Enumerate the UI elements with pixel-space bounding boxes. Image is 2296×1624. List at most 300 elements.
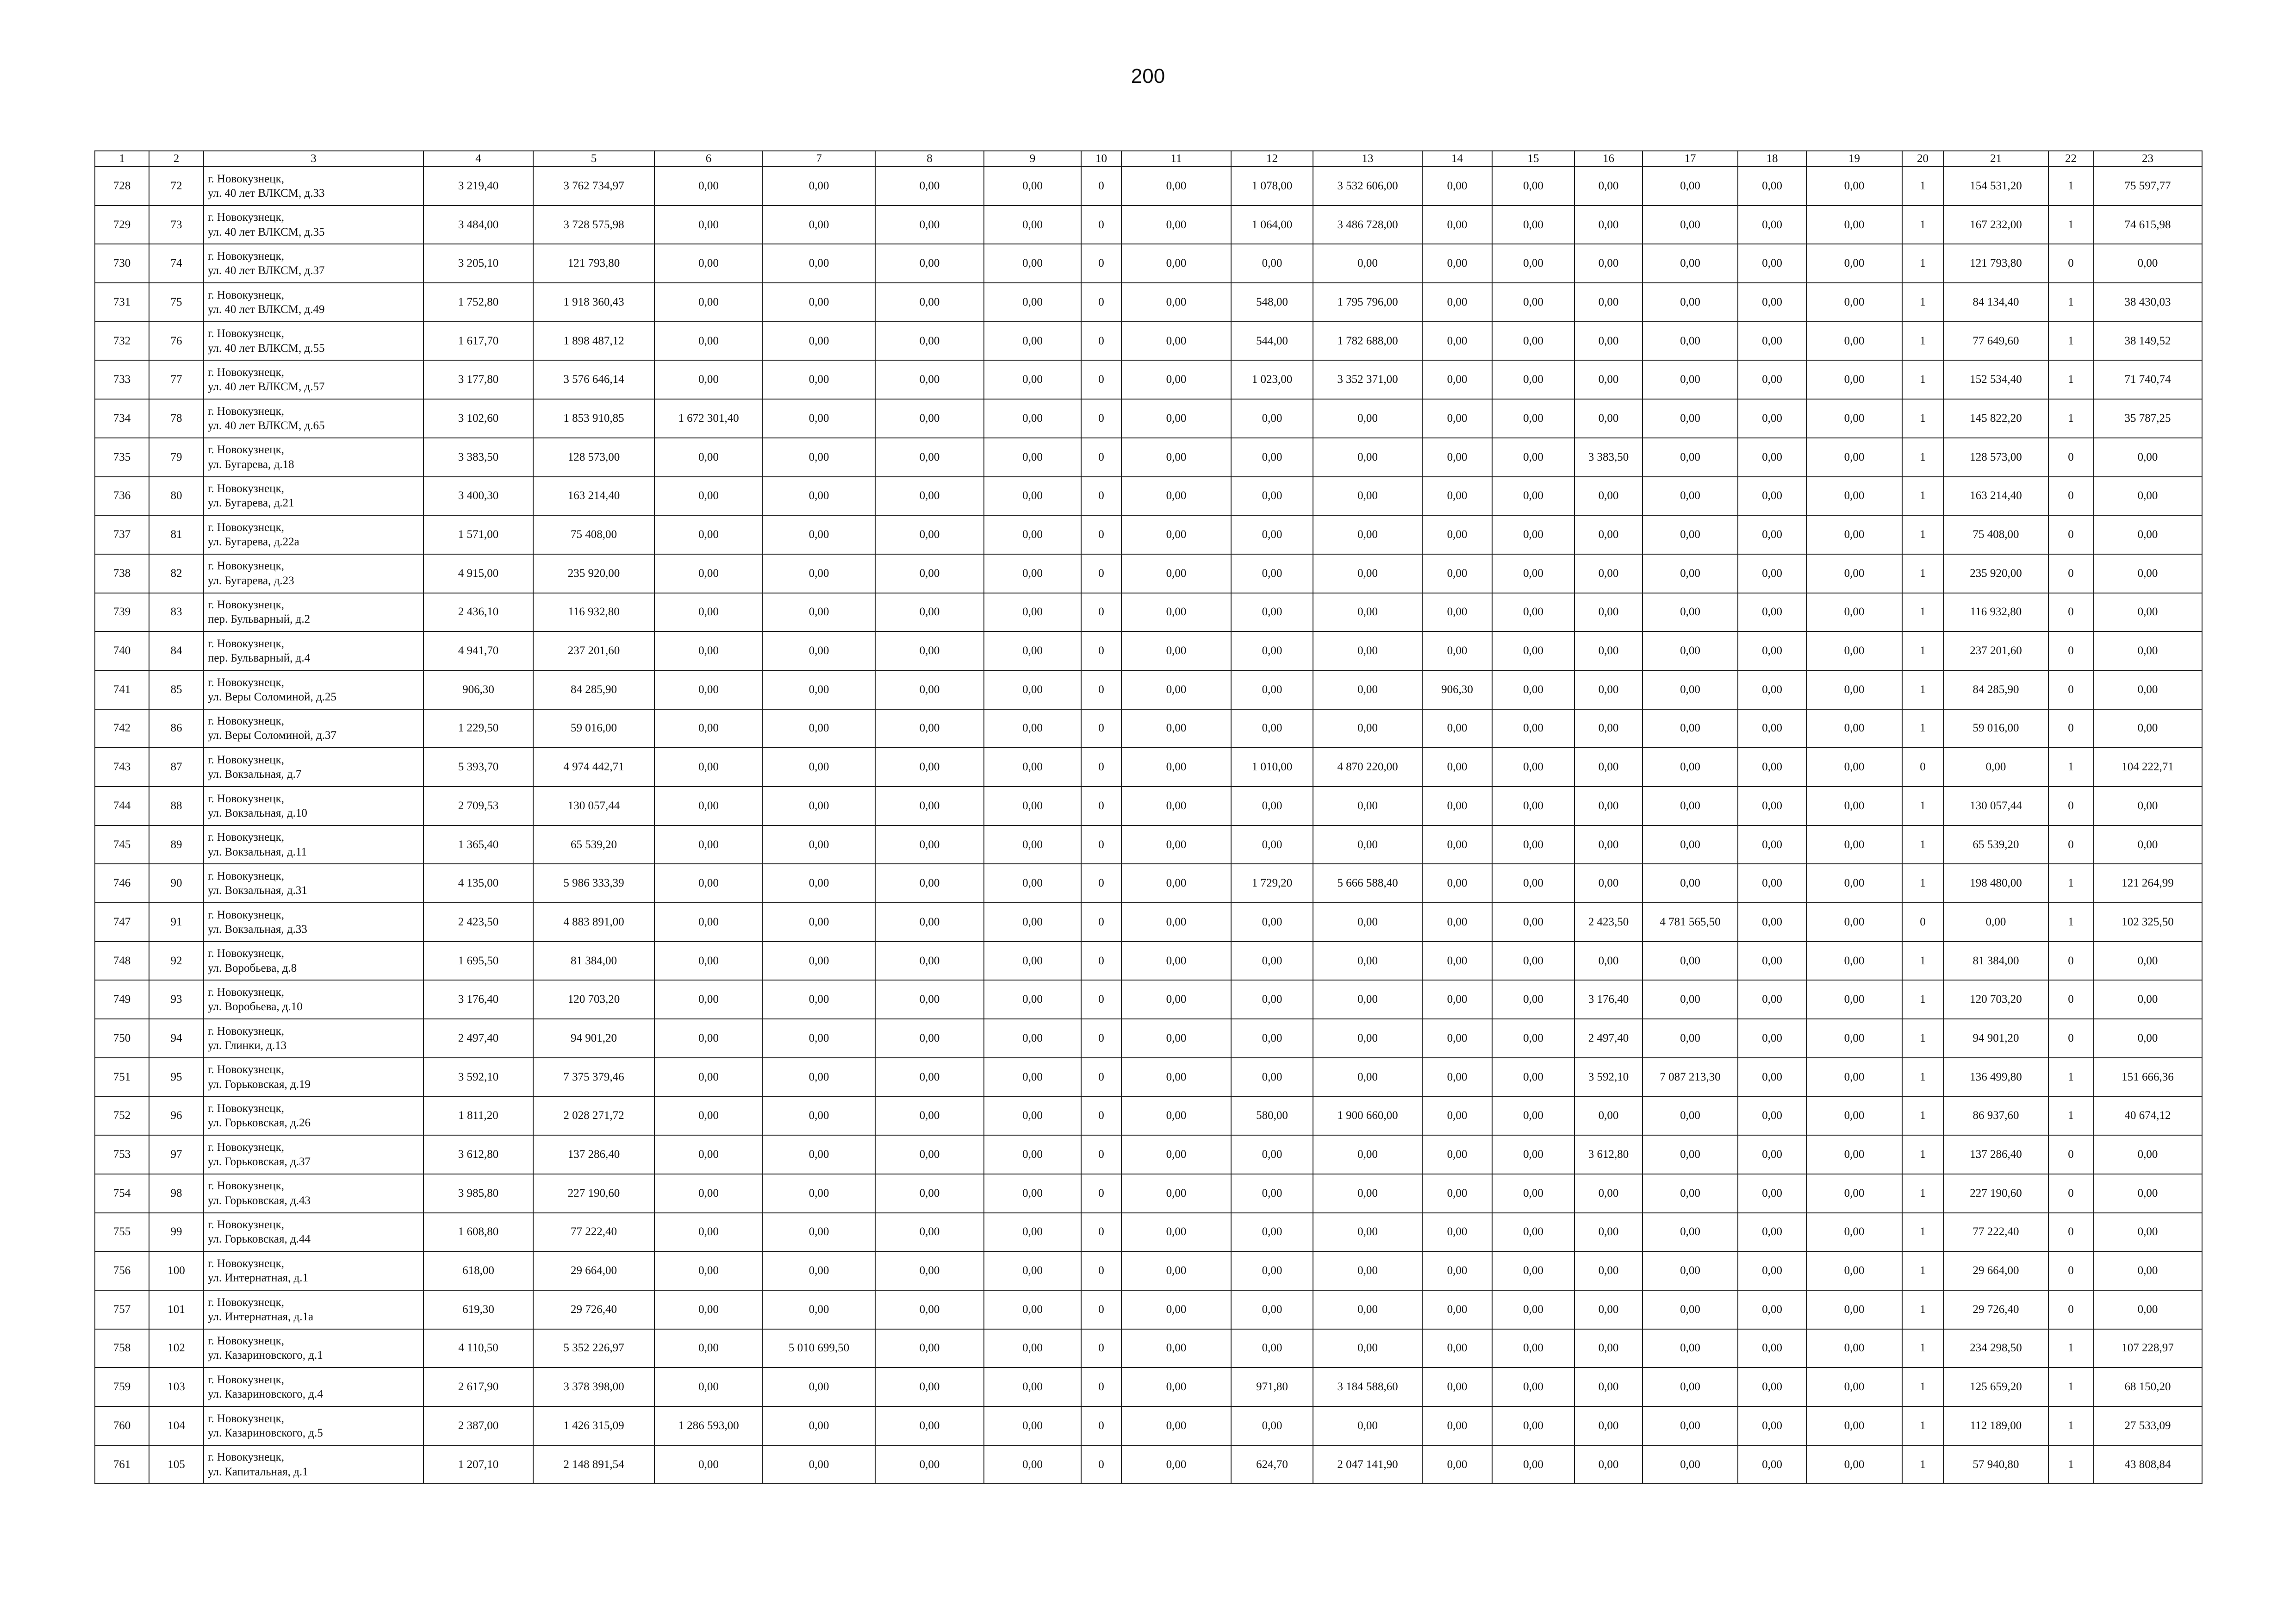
value-cell-col-23: 107 228,97 [2093, 1329, 2202, 1368]
address-cell [204, 1290, 423, 1329]
value-cell-col-16: 0,00 [1574, 1097, 1643, 1136]
value-cell-col-4: 1 207,10 [423, 1445, 533, 1484]
value-cell-col-20: 1 [1902, 554, 1943, 593]
value-cell-col-13: 0,00 [1313, 1135, 1422, 1174]
row-number-cell: 738 [95, 554, 149, 593]
value-cell-col-13: 0,00 [1313, 980, 1422, 1019]
column-header-17: 17 [1643, 151, 1738, 167]
value-cell-col-16: 3 383,50 [1574, 438, 1643, 477]
value-cell-col-11: 0,00 [1121, 670, 1231, 709]
row-number-cell: 756 [95, 1251, 149, 1290]
address-street: ул. Вокзальная, д.33 [208, 923, 307, 936]
value-cell-col-15: 0,00 [1492, 244, 1574, 283]
item-number-cell: 96 [149, 1097, 204, 1136]
address-street: ул. Вокзальная, д.11 [208, 845, 307, 858]
value-cell-col-19: 0,00 [1806, 942, 1902, 981]
value-cell-col-20: 1 [1902, 1368, 1943, 1406]
value-cell-col-13: 0,00 [1313, 670, 1422, 709]
address-city: г. Новокузнецк, [208, 560, 285, 573]
value-cell-col-5: 5 986 333,39 [533, 864, 654, 903]
value-cell-col-10: 0 [1081, 1368, 1121, 1406]
value-cell-col-8: 0,00 [875, 1097, 984, 1136]
row-number-cell: 751 [95, 1058, 149, 1097]
value-cell-col-9: 0,00 [984, 1251, 1081, 1290]
value-cell-col-5: 1 918 360,43 [533, 283, 654, 322]
column-header-4: 4 [423, 151, 533, 167]
address-city: г. Новокузнецк, [208, 1257, 285, 1270]
value-cell-col-20: 1 [1902, 244, 1943, 283]
value-cell-col-12: 0,00 [1231, 631, 1313, 670]
value-cell-col-17: 0,00 [1643, 787, 1738, 825]
value-cell-col-10: 0 [1081, 1019, 1121, 1058]
value-cell-col-20: 1 [1902, 360, 1943, 399]
table-row [95, 244, 2202, 283]
column-header-7: 7 [763, 151, 875, 167]
value-cell-col-21: 86 937,60 [1943, 1097, 2048, 1136]
value-cell-col-16: 0,00 [1574, 1329, 1643, 1368]
value-cell-col-12: 0,00 [1231, 1329, 1313, 1368]
value-cell-col-23: 0,00 [2093, 980, 2202, 1019]
value-cell-col-23: 0,00 [2093, 1019, 2202, 1058]
value-cell-col-17: 0,00 [1643, 1329, 1738, 1368]
value-cell-col-19: 0,00 [1806, 244, 1902, 283]
value-cell-col-4: 3 219,40 [423, 167, 533, 206]
value-cell-col-11: 0,00 [1121, 1058, 1231, 1097]
value-cell-col-7: 0,00 [763, 360, 875, 399]
value-cell-col-6: 0,00 [654, 1213, 763, 1252]
value-cell-col-6: 0,00 [654, 1251, 763, 1290]
value-cell-col-22: 0 [2048, 554, 2093, 593]
value-cell-col-16: 0,00 [1574, 1406, 1643, 1445]
value-cell-col-15: 0,00 [1492, 1019, 1574, 1058]
value-cell-col-17: 0,00 [1643, 1290, 1738, 1329]
address-city: г. Новокузнецк, [208, 753, 285, 766]
value-cell-col-6: 0,00 [654, 631, 763, 670]
value-cell-col-23: 151 666,36 [2093, 1058, 2202, 1097]
row-number-cell: 758 [95, 1329, 149, 1368]
value-cell-col-16: 0,00 [1574, 1290, 1643, 1329]
value-cell-col-16: 0,00 [1574, 709, 1643, 748]
value-cell-col-18: 0,00 [1738, 903, 1806, 942]
address-city: г. Новокузнецк, [208, 327, 285, 340]
row-number-cell: 750 [95, 1019, 149, 1058]
value-cell-col-5: 29 726,40 [533, 1290, 654, 1329]
value-cell-col-15: 0,00 [1492, 438, 1574, 477]
value-cell-col-11: 0,00 [1121, 748, 1231, 787]
value-cell-col-21: 198 480,00 [1943, 864, 2048, 903]
value-cell-col-11: 0,00 [1121, 1406, 1231, 1445]
value-cell-col-14: 0,00 [1422, 1445, 1492, 1484]
value-cell-col-23: 102 325,50 [2093, 903, 2202, 942]
row-number-cell: 740 [95, 631, 149, 670]
value-cell-col-14: 0,00 [1422, 244, 1492, 283]
value-cell-col-6: 0,00 [654, 167, 763, 206]
value-cell-col-4: 3 592,10 [423, 1058, 533, 1097]
value-cell-col-6: 0,00 [654, 825, 763, 864]
value-cell-col-16: 0,00 [1574, 631, 1643, 670]
value-cell-col-13: 0,00 [1313, 1058, 1422, 1097]
value-cell-col-18: 0,00 [1738, 1445, 1806, 1484]
value-cell-col-13: 0,00 [1313, 631, 1422, 670]
value-cell-col-13: 3 184 588,60 [1313, 1368, 1422, 1406]
value-cell-col-8: 0,00 [875, 980, 984, 1019]
address-street: пер. Бульварный, д.2 [208, 613, 311, 626]
value-cell-col-22: 1 [2048, 864, 2093, 903]
value-cell-col-10: 0 [1081, 477, 1121, 516]
column-header-3: 3 [204, 151, 423, 167]
value-cell-col-16: 0,00 [1574, 477, 1643, 516]
value-cell-col-20: 1 [1902, 864, 1943, 903]
value-cell-col-6: 0,00 [654, 206, 763, 244]
value-cell-col-13: 0,00 [1313, 942, 1422, 981]
value-cell-col-5: 65 539,20 [533, 825, 654, 864]
value-cell-col-22: 0 [2048, 942, 2093, 981]
value-cell-col-17: 0,00 [1643, 1213, 1738, 1252]
value-cell-col-6: 0,00 [654, 1019, 763, 1058]
value-cell-col-21: 235 920,00 [1943, 554, 2048, 593]
value-cell-col-15: 0,00 [1492, 1135, 1574, 1174]
address-street: ул. Капитальная, д.1 [208, 1465, 308, 1478]
value-cell-col-22: 0 [2048, 515, 2093, 554]
value-cell-col-10: 0 [1081, 1213, 1121, 1252]
value-cell-col-15: 0,00 [1492, 1058, 1574, 1097]
value-cell-col-12: 0,00 [1231, 593, 1313, 632]
value-cell-col-17: 0,00 [1643, 167, 1738, 206]
value-cell-col-5: 5 352 226,97 [533, 1329, 654, 1368]
row-number-cell: 759 [95, 1368, 149, 1406]
value-cell-col-17: 0,00 [1643, 438, 1738, 477]
value-cell-col-11: 0,00 [1121, 942, 1231, 981]
value-cell-col-18: 0,00 [1738, 206, 1806, 244]
value-cell-col-8: 0,00 [875, 360, 984, 399]
value-cell-col-17: 0,00 [1643, 477, 1738, 516]
value-cell-col-8: 0,00 [875, 1445, 984, 1484]
address-city: г. Новокузнецк, [208, 1296, 285, 1309]
value-cell-col-9: 0,00 [984, 942, 1081, 981]
value-cell-col-16: 0,00 [1574, 1251, 1643, 1290]
value-cell-col-22: 0 [2048, 477, 2093, 516]
value-cell-col-18: 0,00 [1738, 1135, 1806, 1174]
address-cell [204, 593, 423, 632]
value-cell-col-9: 0,00 [984, 1406, 1081, 1445]
address-street: ул. Горьковская, д.19 [208, 1078, 311, 1091]
value-cell-col-16: 0,00 [1574, 1445, 1643, 1484]
value-cell-col-18: 0,00 [1738, 670, 1806, 709]
value-cell-col-19: 0,00 [1806, 1097, 1902, 1136]
value-cell-col-4: 3 205,10 [423, 244, 533, 283]
value-cell-col-22: 0 [2048, 1019, 2093, 1058]
value-cell-col-15: 0,00 [1492, 477, 1574, 516]
value-cell-col-18: 0,00 [1738, 399, 1806, 438]
value-cell-col-12: 0,00 [1231, 1213, 1313, 1252]
value-cell-col-5: 130 057,44 [533, 787, 654, 825]
column-header-21: 21 [1943, 151, 2048, 167]
value-cell-col-9: 0,00 [984, 1174, 1081, 1213]
value-cell-col-18: 0,00 [1738, 942, 1806, 981]
value-cell-col-10: 0 [1081, 1406, 1121, 1445]
value-cell-col-14: 0,00 [1422, 1213, 1492, 1252]
value-cell-col-9: 0,00 [984, 554, 1081, 593]
value-cell-col-4: 1 229,50 [423, 709, 533, 748]
value-cell-col-14: 0,00 [1422, 1329, 1492, 1368]
value-cell-col-20: 1 [1902, 1251, 1943, 1290]
column-header-11: 11 [1121, 151, 1231, 167]
address-cell [204, 980, 423, 1019]
value-cell-col-6: 0,00 [654, 322, 763, 361]
value-cell-col-20: 1 [1902, 167, 1943, 206]
row-number-cell: 732 [95, 322, 149, 361]
value-cell-col-6: 0,00 [654, 748, 763, 787]
value-cell-col-21: 112 189,00 [1943, 1406, 2048, 1445]
value-cell-col-9: 0,00 [984, 1135, 1081, 1174]
value-cell-col-5: 227 190,60 [533, 1174, 654, 1213]
value-cell-col-19: 0,00 [1806, 1368, 1902, 1406]
address-street: ул. Вокзальная, д.10 [208, 806, 307, 819]
address-city: г. Новокузнецк, [208, 986, 285, 999]
table-row [95, 864, 2202, 903]
address-city: г. Новокузнецк, [208, 1102, 285, 1115]
value-cell-col-11: 0,00 [1121, 1213, 1231, 1252]
address-cell [204, 825, 423, 864]
value-cell-col-11: 0,00 [1121, 903, 1231, 942]
item-number-cell: 78 [149, 399, 204, 438]
value-cell-col-22: 0 [2048, 825, 2093, 864]
value-cell-col-14: 0,00 [1422, 322, 1492, 361]
value-cell-col-7: 0,00 [763, 1019, 875, 1058]
value-cell-col-12: 0,00 [1231, 515, 1313, 554]
value-cell-col-4: 2 617,90 [423, 1368, 533, 1406]
table-row [95, 206, 2202, 244]
value-cell-col-7: 0,00 [763, 942, 875, 981]
value-cell-col-5: 2 028 271,72 [533, 1097, 654, 1136]
value-cell-col-6: 0,00 [654, 360, 763, 399]
value-cell-col-18: 0,00 [1738, 1406, 1806, 1445]
row-number-cell: 741 [95, 670, 149, 709]
value-cell-col-13: 3 532 606,00 [1313, 167, 1422, 206]
value-cell-col-20: 1 [1902, 709, 1943, 748]
address-cell [204, 1135, 423, 1174]
value-cell-col-12: 0,00 [1231, 1058, 1313, 1097]
value-cell-col-11: 0,00 [1121, 1097, 1231, 1136]
value-cell-col-15: 0,00 [1492, 942, 1574, 981]
value-cell-col-17: 0,00 [1643, 515, 1738, 554]
value-cell-col-14: 0,00 [1422, 825, 1492, 864]
value-cell-col-9: 0,00 [984, 1368, 1081, 1406]
value-cell-col-4: 1 695,50 [423, 942, 533, 981]
value-cell-col-19: 0,00 [1806, 1406, 1902, 1445]
value-cell-col-22: 1 [2048, 1368, 2093, 1406]
value-cell-col-22: 0 [2048, 1174, 2093, 1213]
value-cell-col-10: 0 [1081, 1251, 1121, 1290]
value-cell-col-6: 0,00 [654, 554, 763, 593]
value-cell-col-5: 163 214,40 [533, 477, 654, 516]
value-cell-col-6: 0,00 [654, 593, 763, 632]
value-cell-col-19: 0,00 [1806, 438, 1902, 477]
value-cell-col-11: 0,00 [1121, 1368, 1231, 1406]
value-cell-col-20: 1 [1902, 1445, 1943, 1484]
value-cell-col-23: 121 264,99 [2093, 864, 2202, 903]
value-cell-col-4: 2 497,40 [423, 1019, 533, 1058]
value-cell-col-15: 0,00 [1492, 748, 1574, 787]
value-cell-col-13: 0,00 [1313, 438, 1422, 477]
address-cell [204, 787, 423, 825]
value-cell-col-14: 0,00 [1422, 748, 1492, 787]
value-cell-col-5: 137 286,40 [533, 1135, 654, 1174]
value-cell-col-12: 0,00 [1231, 399, 1313, 438]
address-cell [204, 709, 423, 748]
value-cell-col-7: 0,00 [763, 477, 875, 516]
address-cell [204, 1019, 423, 1058]
value-cell-col-9: 0,00 [984, 515, 1081, 554]
row-number-cell: 731 [95, 283, 149, 322]
row-number-cell: 730 [95, 244, 149, 283]
value-cell-col-22: 0 [2048, 593, 2093, 632]
value-cell-col-22: 1 [2048, 322, 2093, 361]
address-cell [204, 206, 423, 244]
value-cell-col-18: 0,00 [1738, 980, 1806, 1019]
address-cell [204, 903, 423, 942]
value-cell-col-22: 1 [2048, 748, 2093, 787]
value-cell-col-8: 0,00 [875, 593, 984, 632]
value-cell-col-10: 0 [1081, 322, 1121, 361]
value-cell-col-4: 1 608,80 [423, 1213, 533, 1252]
value-cell-col-20: 1 [1902, 399, 1943, 438]
table-row [95, 515, 2202, 554]
value-cell-col-18: 0,00 [1738, 167, 1806, 206]
value-cell-col-16: 0,00 [1574, 942, 1643, 981]
value-cell-col-15: 0,00 [1492, 167, 1574, 206]
value-cell-col-18: 0,00 [1738, 515, 1806, 554]
table-row [95, 1290, 2202, 1329]
value-cell-col-10: 0 [1081, 360, 1121, 399]
address-cell [204, 360, 423, 399]
value-cell-col-21: 0,00 [1943, 748, 2048, 787]
value-cell-col-20: 1 [1902, 942, 1943, 981]
value-cell-col-23: 0,00 [2093, 670, 2202, 709]
address-street: ул. Интернатная, д.1 [208, 1272, 309, 1285]
address-city: г. Новокузнецк, [208, 521, 285, 534]
address-street: ул. Интернатная, д.1а [208, 1310, 314, 1323]
value-cell-col-6: 0,00 [654, 980, 763, 1019]
column-header-13: 13 [1313, 151, 1422, 167]
value-cell-col-20: 1 [1902, 438, 1943, 477]
column-header-19: 19 [1806, 151, 1902, 167]
value-cell-col-10: 0 [1081, 631, 1121, 670]
value-cell-col-14: 0,00 [1422, 980, 1492, 1019]
value-cell-col-7: 0,00 [763, 1368, 875, 1406]
item-number-cell: 90 [149, 864, 204, 903]
table-row [95, 593, 2202, 632]
column-header-12: 12 [1231, 151, 1313, 167]
table-row [95, 980, 2202, 1019]
value-cell-col-19: 0,00 [1806, 1445, 1902, 1484]
value-cell-col-6: 0,00 [654, 1174, 763, 1213]
value-cell-col-22: 0 [2048, 631, 2093, 670]
value-cell-col-20: 1 [1902, 1097, 1943, 1136]
value-cell-col-6: 0,00 [654, 1135, 763, 1174]
value-cell-col-13: 0,00 [1313, 787, 1422, 825]
value-cell-col-4: 3 177,80 [423, 360, 533, 399]
value-cell-col-21: 29 726,40 [1943, 1290, 2048, 1329]
item-number-cell: 100 [149, 1251, 204, 1290]
value-cell-col-15: 0,00 [1492, 1406, 1574, 1445]
value-cell-col-8: 0,00 [875, 942, 984, 981]
value-cell-col-11: 0,00 [1121, 864, 1231, 903]
column-header-8: 8 [875, 151, 984, 167]
value-cell-col-19: 0,00 [1806, 631, 1902, 670]
value-cell-col-21: 59 016,00 [1943, 709, 2048, 748]
value-cell-col-4: 4 915,00 [423, 554, 533, 593]
value-cell-col-5: 128 573,00 [533, 438, 654, 477]
value-cell-col-16: 2 423,50 [1574, 903, 1643, 942]
value-cell-col-14: 0,00 [1422, 1058, 1492, 1097]
address-cell [204, 631, 423, 670]
value-cell-col-23: 35 787,25 [2093, 399, 2202, 438]
value-cell-col-16: 0,00 [1574, 748, 1643, 787]
value-cell-col-14: 0,00 [1422, 903, 1492, 942]
value-cell-col-6: 0,00 [654, 283, 763, 322]
value-cell-col-11: 0,00 [1121, 1290, 1231, 1329]
value-cell-col-20: 1 [1902, 1290, 1943, 1329]
value-cell-col-20: 1 [1902, 1213, 1943, 1252]
value-cell-col-6: 0,00 [654, 1368, 763, 1406]
value-cell-col-22: 1 [2048, 167, 2093, 206]
value-cell-col-22: 0 [2048, 709, 2093, 748]
value-cell-col-13: 3 486 728,00 [1313, 206, 1422, 244]
value-cell-col-7: 0,00 [763, 283, 875, 322]
row-number-cell: 755 [95, 1213, 149, 1252]
value-cell-col-9: 0,00 [984, 1097, 1081, 1136]
value-cell-col-19: 0,00 [1806, 1019, 1902, 1058]
value-cell-col-19: 0,00 [1806, 670, 1902, 709]
address-cell [204, 515, 423, 554]
value-cell-col-13: 0,00 [1313, 1174, 1422, 1213]
column-header-9: 9 [984, 151, 1081, 167]
value-cell-col-18: 0,00 [1738, 1368, 1806, 1406]
value-cell-col-21: 75 408,00 [1943, 515, 2048, 554]
value-cell-col-18: 0,00 [1738, 1290, 1806, 1329]
value-cell-col-22: 0 [2048, 1135, 2093, 1174]
value-cell-col-11: 0,00 [1121, 825, 1231, 864]
value-cell-col-12: 1 078,00 [1231, 167, 1313, 206]
value-cell-col-18: 0,00 [1738, 787, 1806, 825]
item-number-cell: 98 [149, 1174, 204, 1213]
column-header-2: 2 [149, 151, 204, 167]
value-cell-col-19: 0,00 [1806, 206, 1902, 244]
value-cell-col-17: 0,00 [1643, 399, 1738, 438]
value-cell-col-19: 0,00 [1806, 515, 1902, 554]
row-number-cell: 744 [95, 787, 149, 825]
address-cell [204, 748, 423, 787]
address-street: ул. 40 лет ВЛКСМ, д.65 [208, 419, 325, 432]
table-body [95, 167, 2202, 1484]
value-cell-col-7: 5 010 699,50 [763, 1329, 875, 1368]
value-cell-col-15: 0,00 [1492, 709, 1574, 748]
value-cell-col-7: 0,00 [763, 787, 875, 825]
item-number-cell: 95 [149, 1058, 204, 1097]
address-street: ул. Вокзальная, д.7 [208, 768, 302, 781]
value-cell-col-23: 0,00 [2093, 593, 2202, 632]
value-cell-col-8: 0,00 [875, 748, 984, 787]
value-cell-col-15: 0,00 [1492, 903, 1574, 942]
value-cell-col-11: 0,00 [1121, 709, 1231, 748]
value-cell-col-13: 0,00 [1313, 825, 1422, 864]
address-street: ул. Бугарева, д.21 [208, 497, 294, 510]
value-cell-col-5: 4 974 442,71 [533, 748, 654, 787]
value-cell-col-20: 1 [1902, 1174, 1943, 1213]
value-cell-col-16: 3 612,80 [1574, 1135, 1643, 1174]
table-row [95, 787, 2202, 825]
